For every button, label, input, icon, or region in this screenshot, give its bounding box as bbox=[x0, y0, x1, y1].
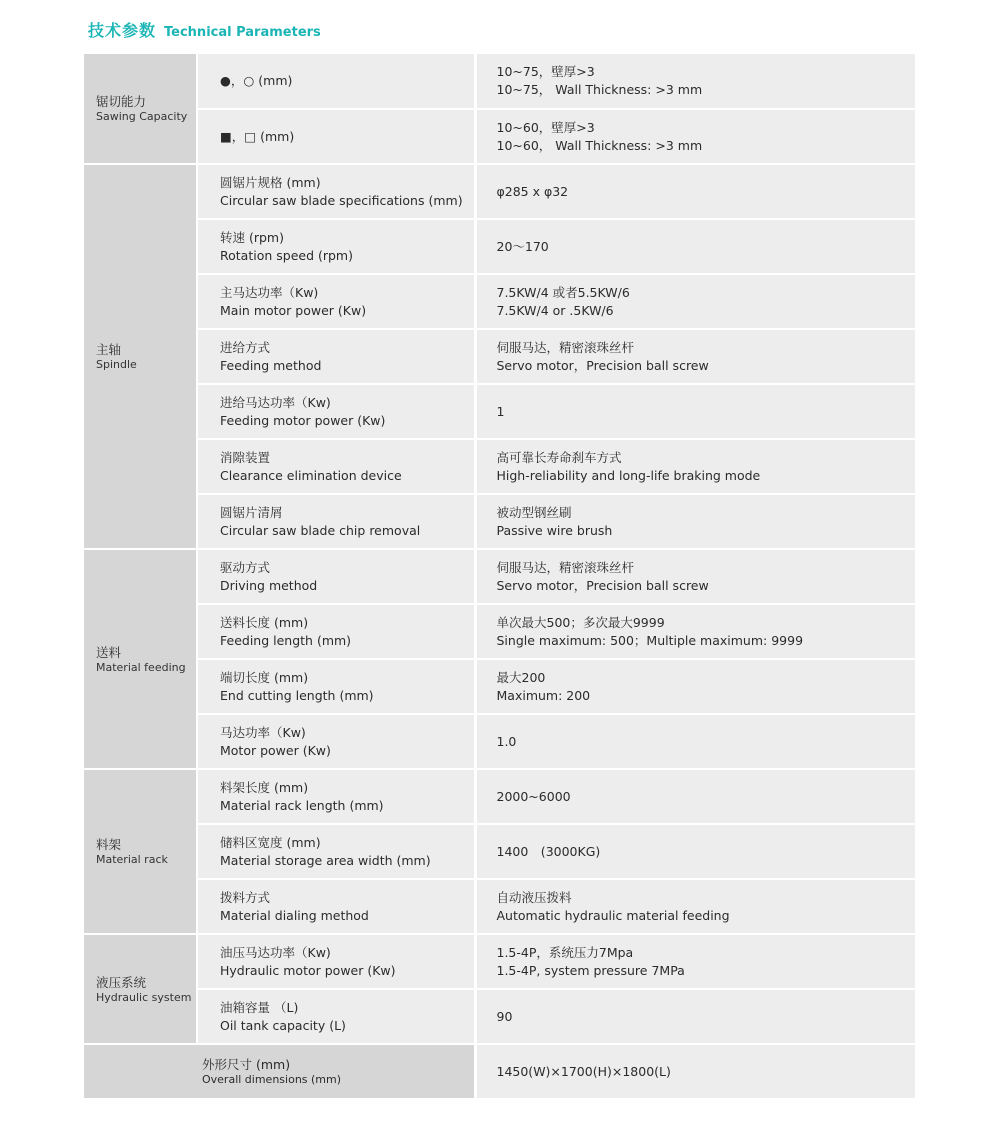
value-cell bbox=[475, 439, 915, 494]
param-en: Feeding motor power (Kw) bbox=[220, 412, 386, 428]
param-cn: 进给方式 bbox=[220, 339, 271, 355]
value-label: φ285 x φ32 bbox=[496, 183, 569, 199]
param-en: Oil tank capacity (L) bbox=[220, 1017, 346, 1033]
param-en: Hydraulic motor power (Kw) bbox=[220, 962, 396, 978]
value-cell bbox=[475, 54, 915, 109]
value-en: 10~75， Wall Thickness: >3 mm bbox=[496, 82, 703, 97]
param-cell bbox=[197, 439, 475, 494]
heading-en: Technical Parameters bbox=[164, 25, 321, 40]
param-cn: 主马达功率（Kw) bbox=[220, 284, 319, 300]
param-cell bbox=[197, 54, 475, 109]
category-hydraulic-system bbox=[84, 934, 197, 1044]
param-en: Material storage area width (mm) bbox=[220, 852, 431, 868]
category-cn: 料架 bbox=[96, 837, 122, 852]
param-cn: 转速 (rpm) bbox=[220, 229, 284, 245]
value-cell bbox=[475, 549, 915, 604]
value-cell bbox=[475, 769, 915, 824]
param-cell bbox=[197, 164, 475, 219]
param-en: Main motor power (Kw) bbox=[220, 302, 367, 318]
value-cn: 伺服马达，精密滚珠丝杆 bbox=[496, 339, 635, 355]
param-en: Circular saw blade chip removal bbox=[220, 522, 421, 538]
param-cn: 马达功率（Kw) bbox=[220, 724, 306, 740]
param-cell bbox=[197, 769, 475, 824]
table-row bbox=[84, 274, 915, 329]
value-cn: 自动液压拨料 bbox=[496, 889, 572, 905]
category-cn: 送料 bbox=[96, 644, 122, 660]
table-row bbox=[84, 604, 915, 659]
param-cn: 油箱容量 （L) bbox=[220, 999, 299, 1015]
category-sawing-capacity bbox=[84, 54, 197, 164]
table-row bbox=[84, 989, 915, 1044]
param-cell bbox=[197, 989, 475, 1044]
value-cn: 10~60，壁厚>3 bbox=[496, 119, 595, 135]
param-en: Material dialing method bbox=[220, 907, 369, 923]
param-en: Material rack length (mm) bbox=[220, 797, 384, 813]
param-cn: 储料区宽度 (mm) bbox=[220, 834, 321, 850]
param-cell bbox=[197, 714, 475, 769]
value-cell bbox=[475, 934, 915, 989]
value-label: 1 bbox=[496, 403, 505, 419]
value-label: 1.0 bbox=[496, 733, 517, 749]
category-spindle bbox=[84, 164, 197, 549]
value-label: 90 bbox=[496, 1008, 513, 1024]
param-en: Circular saw blade specifications (mm) bbox=[220, 192, 463, 208]
table-row bbox=[84, 879, 915, 934]
value-cell bbox=[475, 274, 915, 329]
value-cn: 单次最大500；多次最大9999 bbox=[496, 614, 665, 630]
param-cell bbox=[197, 549, 475, 604]
category-en: Material feeding bbox=[96, 660, 186, 674]
table-row bbox=[84, 549, 915, 604]
value-label: 1400 (3000KG) bbox=[496, 843, 601, 859]
param-en: Feeding method bbox=[220, 357, 322, 373]
param-cell bbox=[197, 824, 475, 879]
overall-dimensions-label bbox=[84, 1044, 475, 1099]
param-cell bbox=[197, 329, 475, 384]
category-cn: 液压系统 bbox=[96, 974, 147, 990]
table-row bbox=[84, 714, 915, 769]
table-row bbox=[84, 439, 915, 494]
param-en: Clearance elimination device bbox=[220, 467, 402, 483]
param-cn: 进给马达功率（Kw) bbox=[220, 394, 331, 410]
value-en: 1.5-4P, system pressure 7MPa bbox=[496, 962, 685, 978]
value-cell bbox=[475, 879, 915, 934]
param-cn: 送料长度 (mm) bbox=[220, 614, 309, 630]
param-cn: 油压马达功率（Kw) bbox=[220, 944, 331, 960]
overall-value: 1450(W)×1700(H)×1800(L) bbox=[496, 1063, 671, 1079]
param-cell bbox=[197, 109, 475, 164]
value-en: Servo motor，Precision ball screw bbox=[496, 577, 709, 593]
param-cell bbox=[197, 934, 475, 989]
value-en: High-reliability and long-life braking mode bbox=[496, 467, 761, 483]
value-cell bbox=[475, 329, 915, 384]
param-en: Feeding length (mm) bbox=[220, 632, 352, 648]
value-en: Passive wire brush bbox=[496, 522, 613, 538]
param-cn: 圆锯片清屑 bbox=[220, 504, 283, 520]
param-cn: 端切长度 (mm) bbox=[220, 669, 309, 685]
value-cn: 10~75，壁厚>3 bbox=[496, 64, 595, 79]
value-cell bbox=[475, 824, 915, 879]
value-en: 10~60， Wall Thickness: >3 mm bbox=[496, 137, 703, 153]
param-cell bbox=[197, 659, 475, 714]
table-row bbox=[84, 164, 915, 219]
param-en: Rotation speed (rpm) bbox=[220, 247, 353, 263]
param-cell bbox=[197, 384, 475, 439]
param-cn: 圆锯片规格 (mm) bbox=[220, 174, 321, 190]
value-en: Maximum: 200 bbox=[496, 687, 591, 703]
param-label: ●，○ (mm) bbox=[220, 73, 293, 88]
table-row bbox=[84, 384, 915, 439]
param-cell bbox=[197, 879, 475, 934]
table-row bbox=[84, 54, 915, 109]
category-en: Hydraulic system bbox=[96, 990, 192, 1004]
value-en: Automatic hydraulic material feeding bbox=[496, 907, 730, 923]
heading-cn: 技术参数 bbox=[88, 21, 157, 40]
category-cn: 锯切能力 bbox=[96, 94, 147, 109]
param-cn: 料架长度 (mm) bbox=[220, 779, 309, 795]
value-cn: 高可靠长寿命刹车方式 bbox=[496, 449, 622, 465]
spec-table bbox=[84, 54, 915, 1100]
value-cell bbox=[475, 384, 915, 439]
value-en: Single maximum: 500；Multiple maximum: 9999 bbox=[496, 632, 804, 648]
category-material-feeding bbox=[84, 549, 197, 769]
table-row bbox=[84, 659, 915, 714]
value-cell bbox=[475, 219, 915, 274]
table-row bbox=[84, 329, 915, 384]
param-cell bbox=[197, 219, 475, 274]
value-cell bbox=[475, 1044, 915, 1099]
category-cn: 主轴 bbox=[96, 342, 122, 357]
value-cell bbox=[475, 714, 915, 769]
param-cell bbox=[197, 494, 475, 549]
param-cn: 消隙装置 bbox=[220, 449, 271, 465]
value-cn: 1.5-4P，系统压力7Mpa bbox=[496, 944, 634, 960]
value-label: 20～170 bbox=[496, 238, 549, 254]
value-cell bbox=[475, 494, 915, 549]
table-row bbox=[84, 494, 915, 549]
param-en: Motor power (Kw) bbox=[220, 742, 331, 758]
table-row bbox=[84, 769, 915, 824]
value-cn: 最大200 bbox=[496, 669, 546, 685]
value-cn: 伺服马达，精密滚珠丝杆 bbox=[496, 559, 635, 575]
value-en: Servo motor，Precision ball screw bbox=[496, 357, 709, 373]
table-row bbox=[84, 824, 915, 879]
value-cn: 被动型钢丝刷 bbox=[496, 504, 572, 520]
value-cell bbox=[475, 109, 915, 164]
category-en: Sawing Capacity bbox=[96, 110, 188, 123]
table-row bbox=[84, 934, 915, 989]
param-cell bbox=[197, 604, 475, 659]
value-label: 2000~6000 bbox=[496, 788, 571, 804]
param-label: ■，□ (mm) bbox=[220, 128, 295, 144]
value-en: 7.5KW/4 or .5KW/6 bbox=[496, 302, 614, 318]
param-cell bbox=[197, 274, 475, 329]
overall-en: Overall dimensions (mm) bbox=[202, 1072, 342, 1086]
table-row bbox=[84, 219, 915, 274]
param-cn: 拨料方式 bbox=[220, 889, 271, 905]
section-heading bbox=[88, 18, 321, 42]
value-cell bbox=[475, 604, 915, 659]
category-en: Spindle bbox=[96, 358, 137, 371]
value-cell bbox=[475, 164, 915, 219]
overall-cn: 外形尺寸 (mm) bbox=[202, 1056, 291, 1072]
table-row-overall bbox=[84, 1044, 915, 1099]
param-cn: 驱动方式 bbox=[220, 559, 271, 575]
category-material-rack bbox=[84, 769, 197, 934]
category-en: Material rack bbox=[96, 853, 168, 866]
value-cell bbox=[475, 989, 915, 1044]
param-en: Driving method bbox=[220, 577, 318, 593]
param-en: End cutting length (mm) bbox=[220, 687, 374, 703]
value-cell bbox=[475, 659, 915, 714]
table-row bbox=[84, 109, 915, 164]
value-cn: 7.5KW/4 或者5.5KW/6 bbox=[496, 284, 630, 300]
